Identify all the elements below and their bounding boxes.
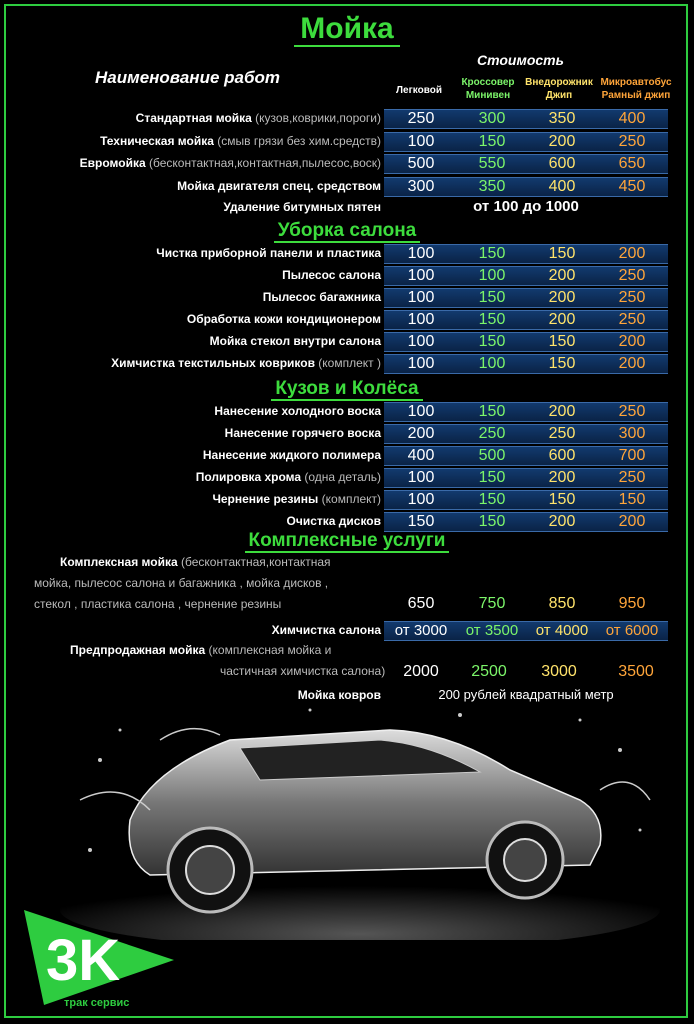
price-suv: 150 [548, 333, 576, 350]
price-cells [384, 402, 668, 422]
service-label [80, 153, 381, 174]
column-header-minibus: Микроавтобус Рамный джип [600, 77, 672, 101]
service-note: (комплект ) [318, 356, 381, 370]
price-row [0, 108, 694, 129]
price-passenger: 500 [407, 155, 435, 172]
price-suv: 200 [548, 267, 576, 284]
price-cells [384, 468, 668, 488]
service-label [187, 309, 381, 330]
price-row [0, 131, 694, 152]
presale-price-minibus: 3500 [618, 663, 654, 680]
price-minibus: 250 [618, 267, 646, 284]
himchistka-price-crossover: от 3500 [465, 622, 519, 639]
section-title-complex: Комплексные услуги [0, 530, 694, 552]
service-label [263, 287, 381, 308]
price-cells [384, 288, 668, 308]
price-cells [384, 424, 668, 444]
service-name: Пылесос салона [282, 268, 381, 282]
service-label [282, 265, 381, 286]
column-header-suv: Внедорожник Джип [525, 77, 593, 101]
price-suv: 150 [548, 355, 576, 372]
service-name: Пылесос багажника [262, 290, 381, 304]
himchistka-price-suv: от 4000 [535, 622, 589, 639]
column-header-passenger: Легковой [396, 85, 442, 96]
section-title-interior: Уборка салона [0, 220, 694, 242]
presale-label: Предпродажная мойка (комплексная мойка и частичная химчистка салона) [70, 643, 386, 678]
himchistka-price-passenger: от 3000 [394, 622, 448, 639]
svg-text:трак сервис: трак сервис [64, 997, 130, 1009]
price-crossover: 100 [478, 267, 506, 284]
himchistka-label: Химчистка салона [271, 623, 381, 637]
price-row [0, 401, 694, 422]
complex-wash-label: Комплексная мойка (бесконтактная,контактная мойка, пылесос салона и багажника , мойка дисков , стекол , пластика салона , чернение резины [34, 555, 331, 611]
price-crossover: 250 [478, 425, 506, 442]
company-logo [24, 900, 174, 1010]
section-title-body-wheels: Кузов и Колёса [0, 378, 694, 400]
service-note: (комплект) [321, 492, 381, 506]
himchistka-row [0, 620, 694, 641]
price-minibus: 250 [618, 289, 646, 306]
price-crossover: 150 [478, 333, 506, 350]
column-header-crossover: Кроссовер Минивен [461, 77, 515, 101]
price-minibus: 250 [618, 469, 646, 486]
price-row [0, 467, 694, 488]
price-crossover: 500 [478, 447, 506, 464]
complex-price-suv: 850 [548, 595, 576, 612]
presale-price-crossover: 2500 [471, 663, 507, 680]
price-crossover: 150 [478, 513, 506, 530]
service-label [214, 401, 381, 422]
service-name: Химчистка текстильных ковриков [111, 356, 315, 370]
service-name: Чистка приборной панели и пластика [156, 246, 381, 260]
header-cost: Стоимость [477, 52, 564, 68]
price-minibus: 200 [618, 355, 646, 372]
price-cells [384, 446, 668, 466]
price-crossover: 150 [478, 403, 506, 420]
price-suv: 400 [548, 177, 576, 195]
price-crossover: 150 [478, 245, 506, 262]
complex-price-crossover: 750 [478, 595, 506, 612]
price-passenger: 100 [407, 491, 435, 508]
himchistka-price-minibus: от 6000 [605, 622, 659, 639]
price-minibus: 650 [618, 155, 646, 172]
service-label [203, 445, 381, 466]
price-row [0, 423, 694, 444]
service-note: (кузов,коврики,пороги) [255, 111, 381, 125]
price-row [0, 265, 694, 286]
service-label [177, 176, 381, 197]
price-row [0, 353, 694, 374]
price-minibus: 200 [618, 245, 646, 262]
service-label [111, 353, 381, 374]
price-cells [384, 132, 668, 152]
price-minibus: 700 [618, 447, 646, 464]
price-passenger: 100 [407, 355, 435, 372]
page-title: Мойка [0, 12, 694, 46]
price-row [0, 287, 694, 308]
price-cells [384, 512, 668, 532]
price-minibus: 250 [618, 311, 646, 328]
price-suv: 600 [548, 447, 576, 464]
price-minibus: 250 [618, 132, 646, 150]
service-label [196, 467, 381, 488]
carpet-label: Мойка ковров [297, 688, 381, 702]
price-passenger: 100 [407, 311, 435, 328]
price-passenger: 300 [407, 177, 435, 195]
price-suv: 150 [548, 245, 576, 262]
service-name: Нанесение жидкого полимера [202, 448, 381, 462]
price-passenger: 200 [407, 425, 435, 442]
service-name: Нанесение холодного воска [214, 404, 381, 418]
price-row [0, 153, 694, 174]
price-passenger: 100 [407, 469, 435, 486]
price-crossover: 100 [478, 355, 506, 372]
price-suv: 200 [548, 469, 576, 486]
price-passenger: 100 [407, 245, 435, 262]
complex-price-minibus: 950 [618, 595, 646, 612]
price-passenger: 100 [407, 267, 435, 284]
price-cells [384, 332, 668, 352]
service-note: (смыв грязи без хим.средств) [217, 133, 381, 148]
price-suv: 150 [548, 491, 576, 508]
price-crossover: 300 [478, 110, 506, 127]
service-name: Мойка двигателя спец. средством [177, 178, 381, 193]
service-label [100, 131, 381, 152]
complex-price-passenger: 650 [407, 595, 435, 612]
price-row [0, 445, 694, 466]
service-name: Мойка стекол внутри салона [209, 334, 381, 348]
price-cells [384, 354, 668, 374]
price-passenger: 100 [407, 403, 435, 420]
service-label [210, 331, 381, 352]
price-passenger: 400 [407, 447, 435, 464]
price-minibus: 150 [618, 491, 646, 508]
price-minibus: 450 [618, 177, 646, 195]
price-cells [384, 266, 668, 286]
price-crossover: 150 [478, 132, 506, 150]
price-suv: 200 [548, 132, 576, 150]
himchistka-prices [384, 621, 668, 641]
price-row [0, 309, 694, 330]
price-suv: 200 [548, 289, 576, 306]
price-crossover: 550 [478, 155, 506, 172]
price-crossover: 150 [478, 311, 506, 328]
carpet-price: 200 рублей квадратный метр [438, 687, 614, 702]
presale-price-passenger: 2000 [403, 663, 439, 680]
price-passenger: 100 [407, 289, 435, 306]
service-label [212, 489, 381, 510]
price-suv: 600 [548, 155, 576, 172]
price-crossover: 150 [478, 469, 506, 486]
price-minibus: 300 [618, 425, 646, 442]
service-name: Полировка хрома [195, 470, 302, 484]
service-name: Чернение резины [212, 492, 319, 506]
bitum-label: Удаление битумных пятен [223, 200, 381, 214]
price-passenger: 100 [407, 333, 435, 350]
service-note: (бесконтактная,контактная,пылесос,воск) [149, 156, 381, 170]
price-cells [384, 177, 668, 197]
price-minibus: 200 [618, 513, 646, 530]
price-row [0, 489, 694, 510]
service-label [156, 243, 381, 264]
service-label [136, 108, 381, 129]
service-label [225, 423, 381, 444]
price-passenger: 250 [407, 110, 435, 127]
price-row [0, 243, 694, 264]
price-suv: 250 [548, 425, 576, 442]
price-suv: 200 [548, 403, 576, 420]
service-name: Очистка дисков [286, 514, 381, 528]
service-note: (одна деталь) [304, 470, 381, 484]
price-cells [384, 490, 668, 510]
price-cells [384, 109, 668, 129]
service-name: Евромойка [79, 156, 146, 170]
price-suv: 200 [548, 311, 576, 328]
price-cells [384, 310, 668, 330]
price-minibus: 400 [618, 110, 646, 127]
service-label [287, 511, 381, 532]
service-name: Обработка кожи кондиционером [186, 312, 381, 326]
service-name: Нанесение горячего воска [224, 426, 381, 440]
presale-price-suv: 3000 [541, 663, 577, 680]
price-row [0, 331, 694, 352]
price-crossover: 150 [478, 289, 506, 306]
price-cells [384, 244, 668, 264]
svg-text:3K: 3K [46, 928, 121, 993]
price-minibus: 250 [618, 403, 646, 420]
price-suv: 350 [548, 110, 576, 127]
bitum-price: от 100 до 1000 [473, 198, 579, 215]
service-name: Стандартная мойка [135, 111, 252, 125]
price-row [0, 176, 694, 197]
price-minibus: 200 [618, 333, 646, 350]
price-passenger: 150 [407, 513, 435, 530]
price-passenger: 100 [407, 132, 435, 150]
price-row [0, 511, 694, 532]
header-service-name: Наименование работ [95, 68, 280, 87]
price-crossover: 350 [478, 177, 506, 195]
price-crossover: 150 [478, 491, 506, 508]
price-cells [384, 154, 668, 174]
price-suv: 200 [548, 513, 576, 530]
service-name: Техническая мойка [100, 133, 214, 148]
